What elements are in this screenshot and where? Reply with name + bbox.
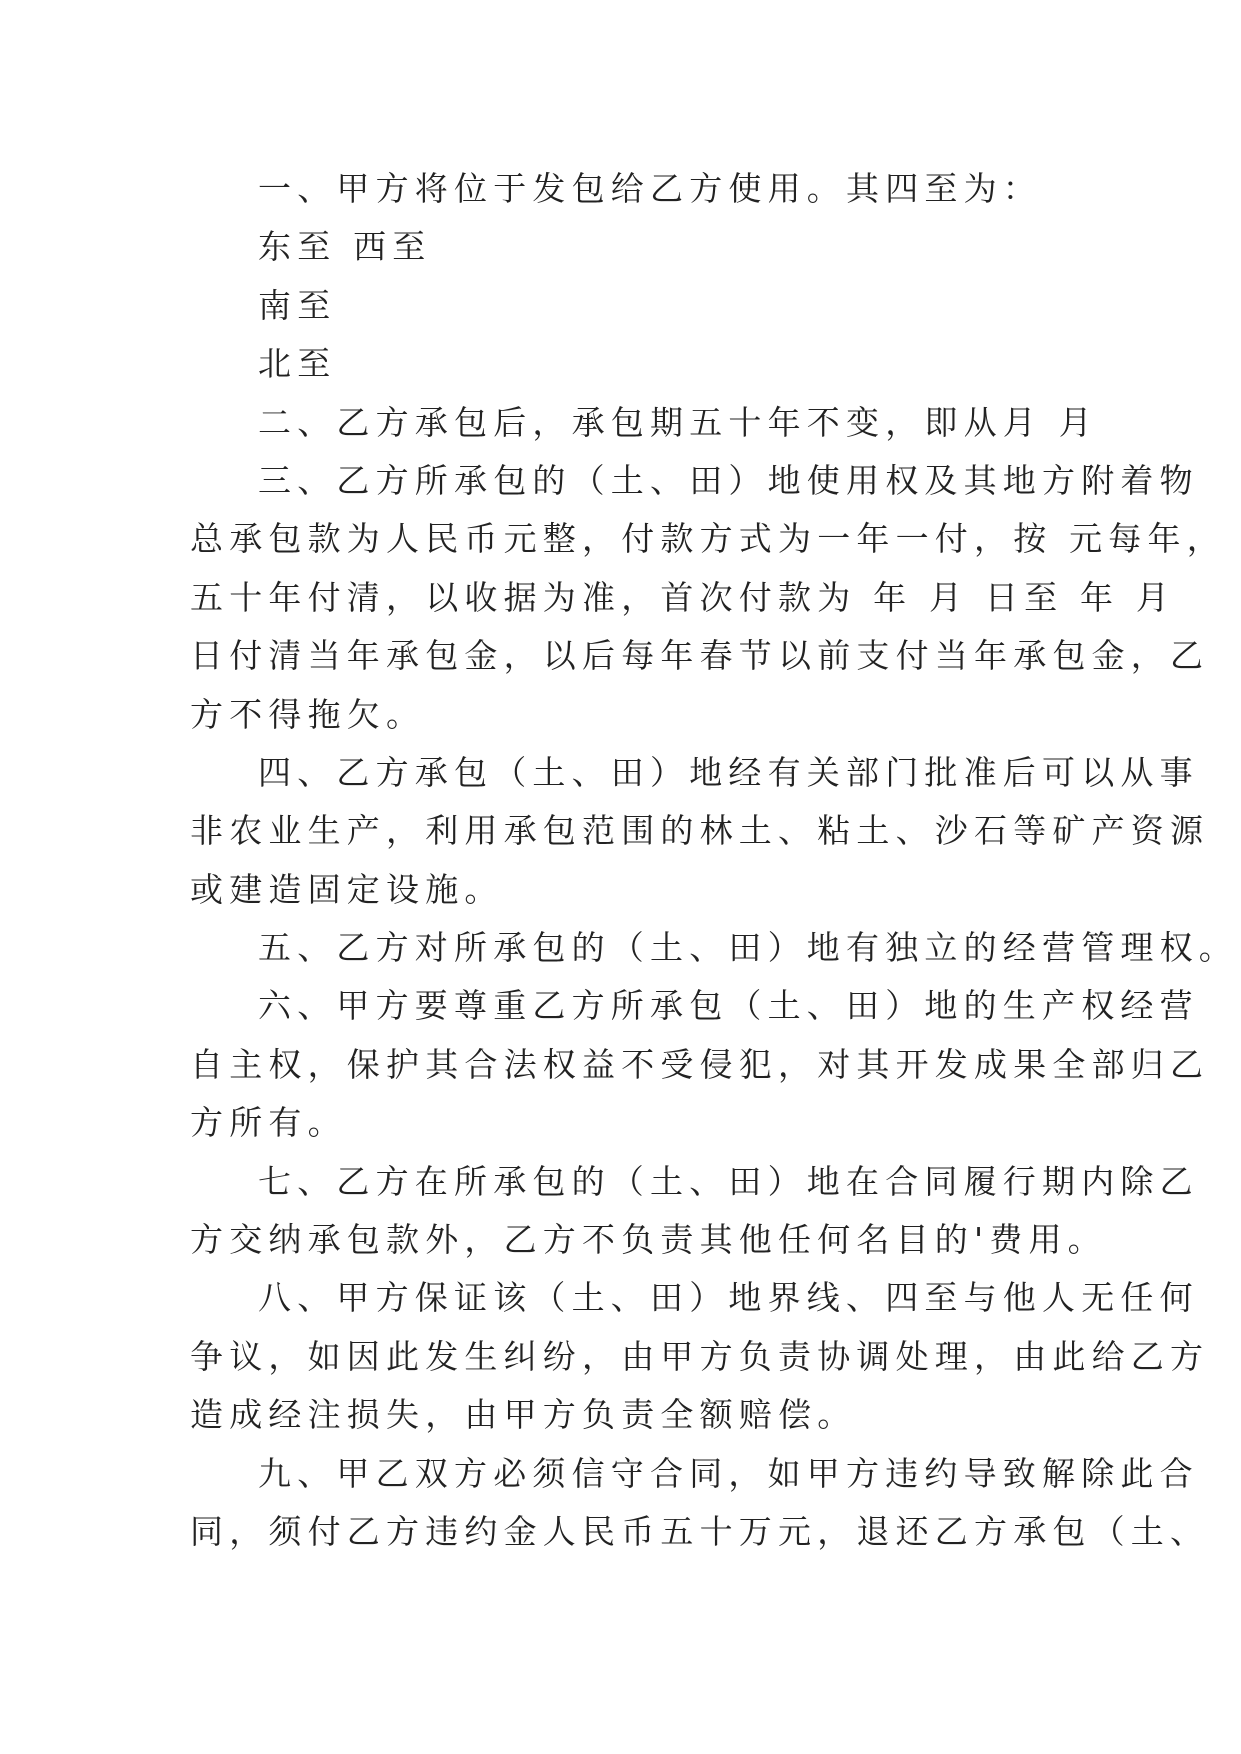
clause-5-line: 五、乙方对所承包的（土、田）地有独立的经营管理权。 <box>258 928 1238 968</box>
clause-3-line-1: 三、乙方所承包的（土、田）地使用权及其地方附着物 <box>258 460 1199 500</box>
clause-7-line-2: 方交纳承包款外，乙方不负责其他任何名目的'费用。 <box>190 1220 1107 1260</box>
clause-9-line-1: 九、甲乙双方必须信守合同，如甲方违约导致解除此合 <box>258 1453 1199 1493</box>
clause-6-line-1: 六、甲方要尊重乙方所承包（土、田）地的生产权经营 <box>258 986 1199 1026</box>
clause-3-line-4: 日付清当年承包金，以后每年春节以前支付当年承包金，乙 <box>190 636 1210 676</box>
clause-8-line-2: 争议，如因此发生纠纷，由甲方负责协调处理，由此给乙方 <box>190 1336 1210 1376</box>
clause-3-line-3: 五十年付清，以收据为准，首次付款为 年 月 日至 年 月 <box>190 577 1176 617</box>
clause-4-line-3: 或建造固定设施。 <box>190 869 504 909</box>
boundary-south: 南至 <box>258 285 337 325</box>
clause-4-line-1: 四、乙方承包（土、田）地经有关部门批准后可以从事 <box>258 752 1199 792</box>
clause-1-line: 一、甲方将位于发包给乙方使用。其四至为： <box>258 169 1042 208</box>
clause-8-line-1: 八、甲方保证该（土、田）地界线、四至与他人无任何 <box>258 1278 1199 1318</box>
clause-6-line-2: 自主权，保护其合法权益不受侵犯，对其开发成果全部归乙 <box>190 1044 1210 1084</box>
clause-9-line-2: 同，须付乙方违约金人民币五十万元，退还乙方承包（土、 <box>190 1511 1210 1551</box>
clause-3-line-5: 方不得拖欠。 <box>190 694 426 734</box>
clause-6-line-3: 方所有。 <box>190 1103 347 1143</box>
boundary-east-west: 东至 西至 <box>258 227 432 267</box>
clause-3-line-2: 总承包款为人民币元整，付款方式为一年一付，按 元每年， <box>190 519 1226 559</box>
clause-7-line-1: 七、乙方在所承包的（土、田）地在合同履行期内除乙 <box>258 1161 1199 1201</box>
clause-8-line-3: 造成经注损失，由甲方负责全额赔偿。 <box>190 1395 857 1435</box>
contract-body <box>190 160 1238 1561</box>
boundary-north: 北至 <box>258 344 337 384</box>
clause-4-line-2: 非农业生产，利用承包范围的林土、粘土、沙石等矿产资源 <box>190 811 1210 851</box>
clause-2-line: 二、乙方承包后，承包期五十年不变，即从月 月 <box>258 402 1098 442</box>
